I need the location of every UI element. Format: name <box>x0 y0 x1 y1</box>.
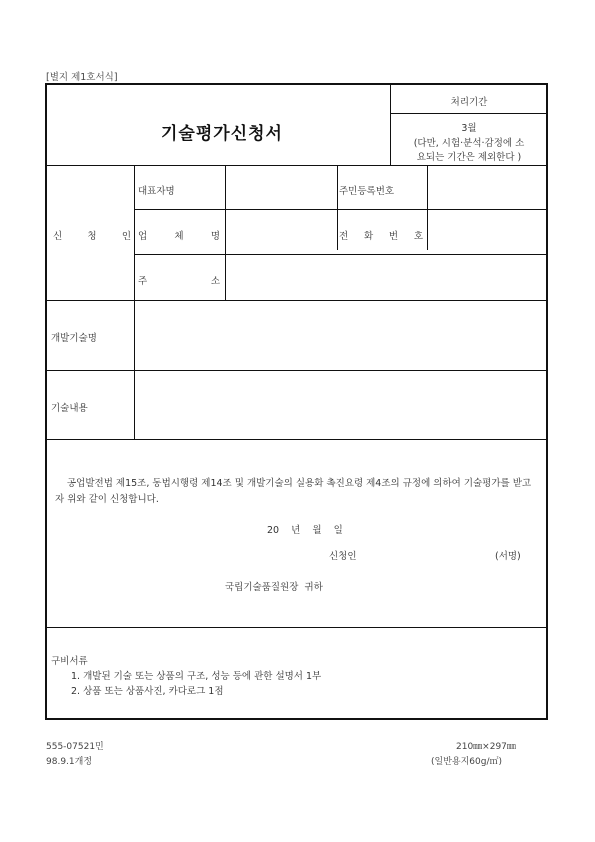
tech-name-label: 개발기술명 <box>51 333 97 344</box>
applicant-label: 신 청 인 <box>53 231 131 242</box>
application-form <box>45 83 548 720</box>
processing-period-note-1: (다만, 시험·분석·감정에 소 <box>413 138 525 149</box>
signature-label: (서명) <box>495 551 521 562</box>
addressee: 국립기술품질원장 귀하 <box>225 582 323 593</box>
attachment-item-2: 2. 상품 또는 상품사진, 카다로그 1점 <box>71 686 224 697</box>
form-tag: [별지 제1호서식] <box>46 72 118 83</box>
processing-period-header: 처리기간 <box>450 97 488 108</box>
paper-size: 210㎜×297㎜ <box>456 742 516 752</box>
processing-period-note-2: 요되는 기간은 제외한다 ) <box>416 152 522 163</box>
form-code: 555-07521민 <box>46 742 104 752</box>
processing-period-value: 3월 <box>461 123 477 134</box>
declaration-text: 공업발전법 제15조, 동법시행령 제14조 및 개발기술의 실용화 촉진요령 제4조의 규정에 의하여 기술평가를 받고자 위와 같이 신청합니다. <box>55 478 532 505</box>
company-label: 업 체 명 <box>138 231 220 242</box>
phone-label: 전 화 번 호 <box>339 231 423 242</box>
resident-no-label: 주민등록번호 <box>339 186 395 197</box>
tech-content-label: 기술내용 <box>51 403 88 414</box>
rep-name-label: 대표자명 <box>138 186 175 197</box>
application-date: 20 년 월 일 <box>267 525 343 536</box>
revision-date: 98.9.1개정 <box>46 757 93 767</box>
applicant-sign-label: 신청인 <box>329 551 357 562</box>
address-label: 주 소 <box>138 276 220 287</box>
attachment-item-1: 1. 개발된 기술 또는 상품의 구조, 성능 등에 관한 설명서 1부 <box>71 671 322 682</box>
attachments-header: 구비서류 <box>51 656 88 667</box>
paper-type: (일반용지60g/㎡) <box>431 757 502 767</box>
form-title: 기술평가신청서 <box>161 124 283 144</box>
